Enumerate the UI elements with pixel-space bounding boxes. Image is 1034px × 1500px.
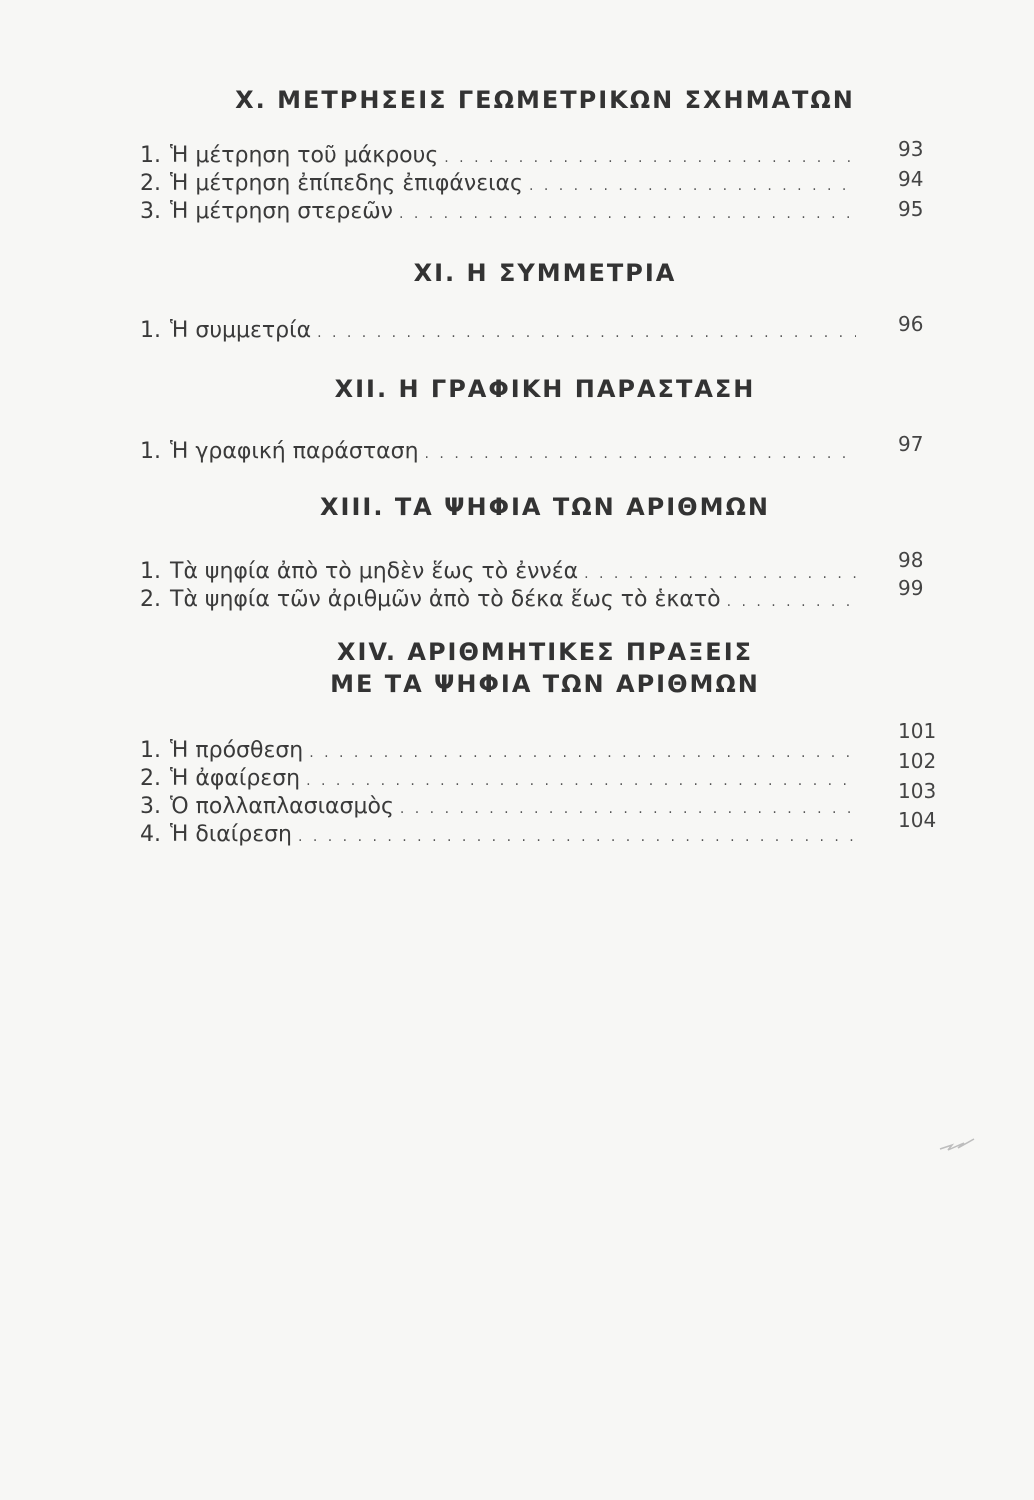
- dot-leader: [444, 144, 856, 172]
- entry-number: 3.: [140, 199, 161, 224]
- section-heading: XII. Η ΓΡΑΦΙΚΗ ΠΑΡΑΣΤΑΣΗ: [334, 375, 756, 403]
- entry-page-number: 93: [898, 137, 924, 161]
- entry-page-number: 94: [898, 167, 924, 191]
- dot-leader: [317, 319, 856, 347]
- pencil-mark-icon: [938, 1135, 978, 1155]
- section-heading: XIII. ΤΑ ΨΗΦΙΑ ΤΩΝ ΑΡΙΘΜΩΝ: [320, 493, 770, 521]
- entry-number: 1.: [140, 559, 161, 584]
- section-heading: X. ΜΕΤΡΗΣΕΙΣ ΓΕΩΜΕΤΡΙΚΩΝ ΣΧΗΜΑΤΩΝ: [235, 86, 855, 114]
- entry-number: 1.: [140, 738, 161, 763]
- section-heading: XIV. ΑΡΙΘΜΗΤΙΚΕΣ ΠΡΑΞΕΙΣ: [336, 638, 754, 666]
- entry-title: Ἡ διαίρεση: [170, 822, 292, 847]
- entry-title: Ἡ ἀφαίρεση: [170, 766, 301, 791]
- toc-section: [140, 637, 940, 849]
- entry-page-number: 104: [898, 808, 937, 832]
- entry-list: [140, 558, 940, 614]
- toc-section: [140, 374, 940, 466]
- entry-title: Ὁ πολλαπλασιασμὸς: [170, 794, 394, 819]
- dot-leader: [529, 172, 856, 200]
- dot-leader: [399, 200, 856, 228]
- entry-number: 2.: [140, 766, 161, 791]
- toc-entry[interactable]: [140, 317, 862, 345]
- entry-page-number: 103: [898, 779, 937, 803]
- toc-entry[interactable]: [140, 737, 862, 765]
- entry-title: Ἡ πρόσθεση: [170, 738, 304, 763]
- dot-leader: [727, 588, 856, 616]
- toc-entry[interactable]: [140, 765, 862, 793]
- entry-page-number: 101: [898, 719, 937, 743]
- entry-list: [140, 438, 940, 466]
- entry-list: [140, 142, 940, 226]
- dot-leader: [584, 560, 856, 588]
- dot-leader: [309, 739, 856, 767]
- entry-list: [140, 737, 940, 849]
- entry-page-number: 95: [898, 197, 924, 221]
- entry-title: Ἡ γραφική παράσταση: [170, 439, 419, 464]
- entry-number: 2.: [140, 171, 161, 196]
- entry-page-number: 99: [898, 576, 924, 600]
- dot-leader: [306, 767, 856, 795]
- toc-entry[interactable]: [140, 793, 862, 821]
- entry-title: Ἡ μέτρηση ἐπίπεδης ἐπιφάνειας: [170, 171, 523, 196]
- entry-title: Ἡ μέτρηση στερεῶν: [170, 199, 393, 224]
- toc-entry[interactable]: [140, 438, 862, 466]
- entry-title: Ἡ μέτρηση τοῦ μάκρους: [170, 143, 439, 168]
- toc-entry[interactable]: [140, 170, 862, 198]
- entry-number: 3.: [140, 794, 161, 819]
- toc-section: [140, 258, 940, 345]
- toc-entry[interactable]: [140, 142, 862, 170]
- toc-section: [140, 85, 940, 226]
- dot-leader: [425, 440, 856, 468]
- dot-leader: [298, 823, 856, 851]
- toc-section: [140, 492, 940, 614]
- entry-page-number: 102: [898, 749, 937, 773]
- entry-page-number: 98: [898, 548, 924, 572]
- section-heading: XI. Η ΣΥΜΜΕΤΡΙΑ: [413, 259, 677, 287]
- toc-entry[interactable]: [140, 821, 862, 849]
- entry-number: 1.: [140, 143, 161, 168]
- entry-number: 1.: [140, 318, 161, 343]
- entry-page-number: 97: [898, 432, 924, 456]
- section-subheading: ΜΕ ΤΑ ΨΗΦΙΑ ΤΩΝ ΑΡΙΘΜΩΝ: [330, 670, 760, 698]
- entry-number: 1.: [140, 439, 161, 464]
- entry-number: 2.: [140, 587, 161, 612]
- dot-leader: [400, 795, 856, 823]
- entry-title: Τὰ ψηφία ἀπὸ τὸ μηδὲν ἕως τὸ ἐννέα: [170, 559, 579, 584]
- entry-title: Τὰ ψηφία τῶν ἀριθμῶν ἀπὸ τὸ δέκα ἕως τὸ ἑκατὸ: [170, 587, 721, 612]
- entry-number: 4.: [140, 822, 161, 847]
- entry-list: [140, 317, 940, 345]
- entry-page-number: 96: [898, 312, 924, 336]
- toc-entry[interactable]: [140, 558, 862, 586]
- toc-entry[interactable]: [140, 198, 862, 226]
- toc-entry[interactable]: [140, 586, 862, 614]
- entry-title: Ἡ συμμετρία: [170, 318, 312, 343]
